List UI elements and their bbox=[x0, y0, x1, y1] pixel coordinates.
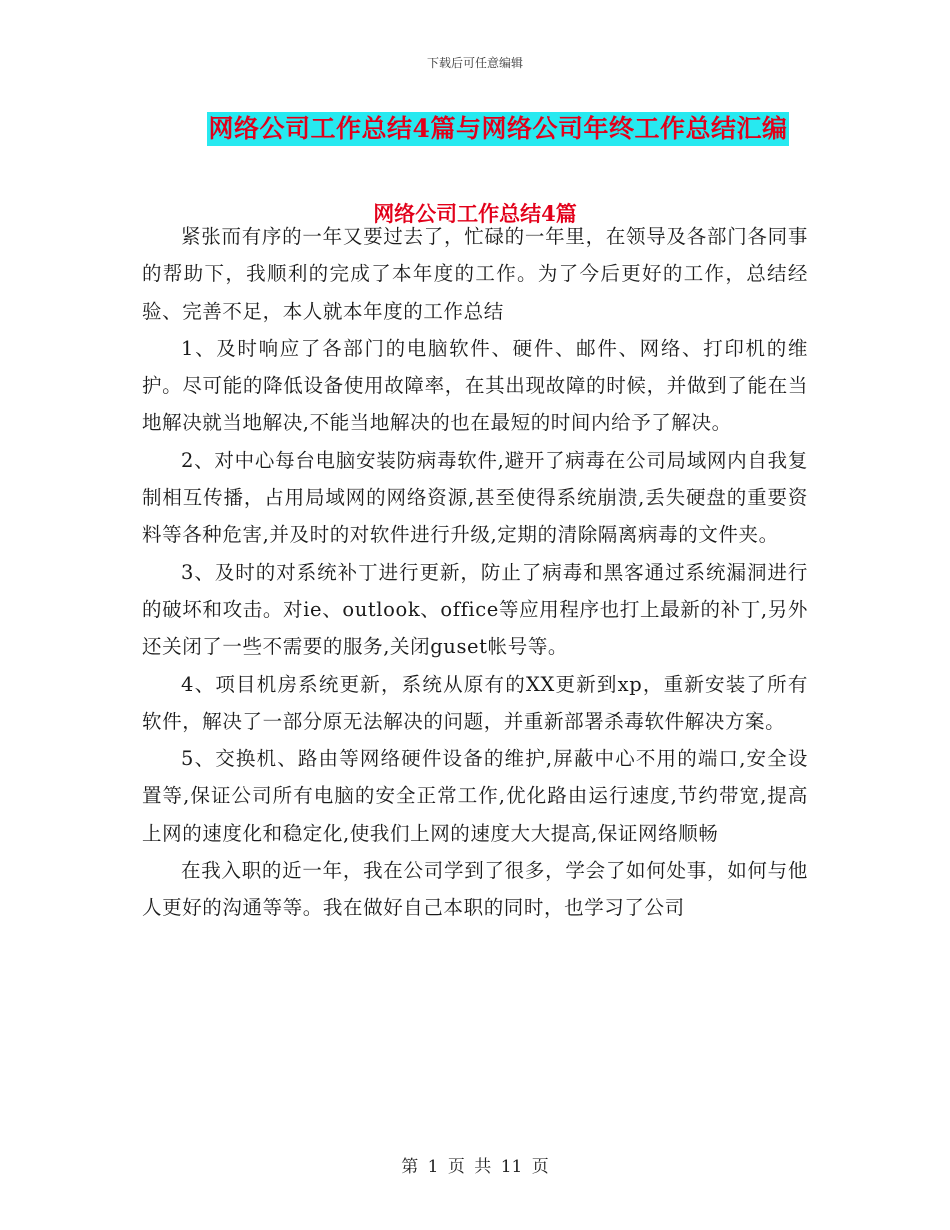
header-note: 下载后可任意编辑 bbox=[426, 56, 523, 70]
paragraph-item-5: 5、交换机、路由等网络硬件设备的维护,屏蔽中心不用的端口,安全设置等,保证公司所有电脑的安全正常工作,优化路由运行速度,节约带宽,提高上网的速度化和稳定化,使我们上网的速度大大提高,保证网络顺畅 bbox=[142, 747, 808, 845]
paragraph-closing: 在我入职的近一年，我在公司学到了很多，学会了如何处事，如何与他人更好的沟通等等。我在做好自己本职的同时，也学习了公司 bbox=[142, 859, 808, 920]
paragraph-item-4: 4、项目机房系统更新，系统从原有的XX更新到xp，重新安装了所有软件，解决了一部分原无法解决的问题，并重新部署杀毒软件解决方案。 bbox=[142, 672, 808, 733]
section-title: 网络公司工作总结4篇 bbox=[373, 201, 577, 226]
paragraph-item-3: 3、及时的对系统补丁进行更新，防止了病毒和黑客通过系统漏洞进行的破坏和攻击。对ie、outlook、office等应用程序也打上最新的补丁,另外还关闭了一些不需要的服务,关闭guset帐号等。 bbox=[142, 560, 808, 659]
paragraph-intro: 紧张而有序的一年又要过去了，忙碌的一年里，在领导及各部门各同事的帮助下，我顺利的完成了本年度的工作。为了今后更好的工作，总结经验、完善不足，本人就本年度的工作总结 bbox=[142, 225, 808, 323]
main-title-container bbox=[0, 112, 950, 146]
page-footer: 第 1 页 共 11 页 bbox=[401, 1157, 549, 1177]
document-body bbox=[142, 218, 808, 927]
paragraph-item-2: 2、对中心每台电脑安装防病毒软件,避开了病毒在公司局域网内自我复制相互传播，占用局域网的网络资源,甚至使得系统崩溃,丢失硬盘的重要资料等各种危害,并及时的对软件进行升级,定期的清除隔离病毒的文件夹。 bbox=[142, 448, 808, 547]
main-title: 网络公司工作总结4篇与网络公司年终工作总结汇编 bbox=[207, 112, 790, 146]
paragraph-item-1: 1、及时响应了各部门的电脑软件、硬件、邮件、网络、打印机的维护。尽可能的降低设备使用故障率，在其出现故障的时候，并做到了能在当地解决就当地解决,不能当地解决的也在最短的时间内给予了解决。 bbox=[142, 336, 808, 435]
